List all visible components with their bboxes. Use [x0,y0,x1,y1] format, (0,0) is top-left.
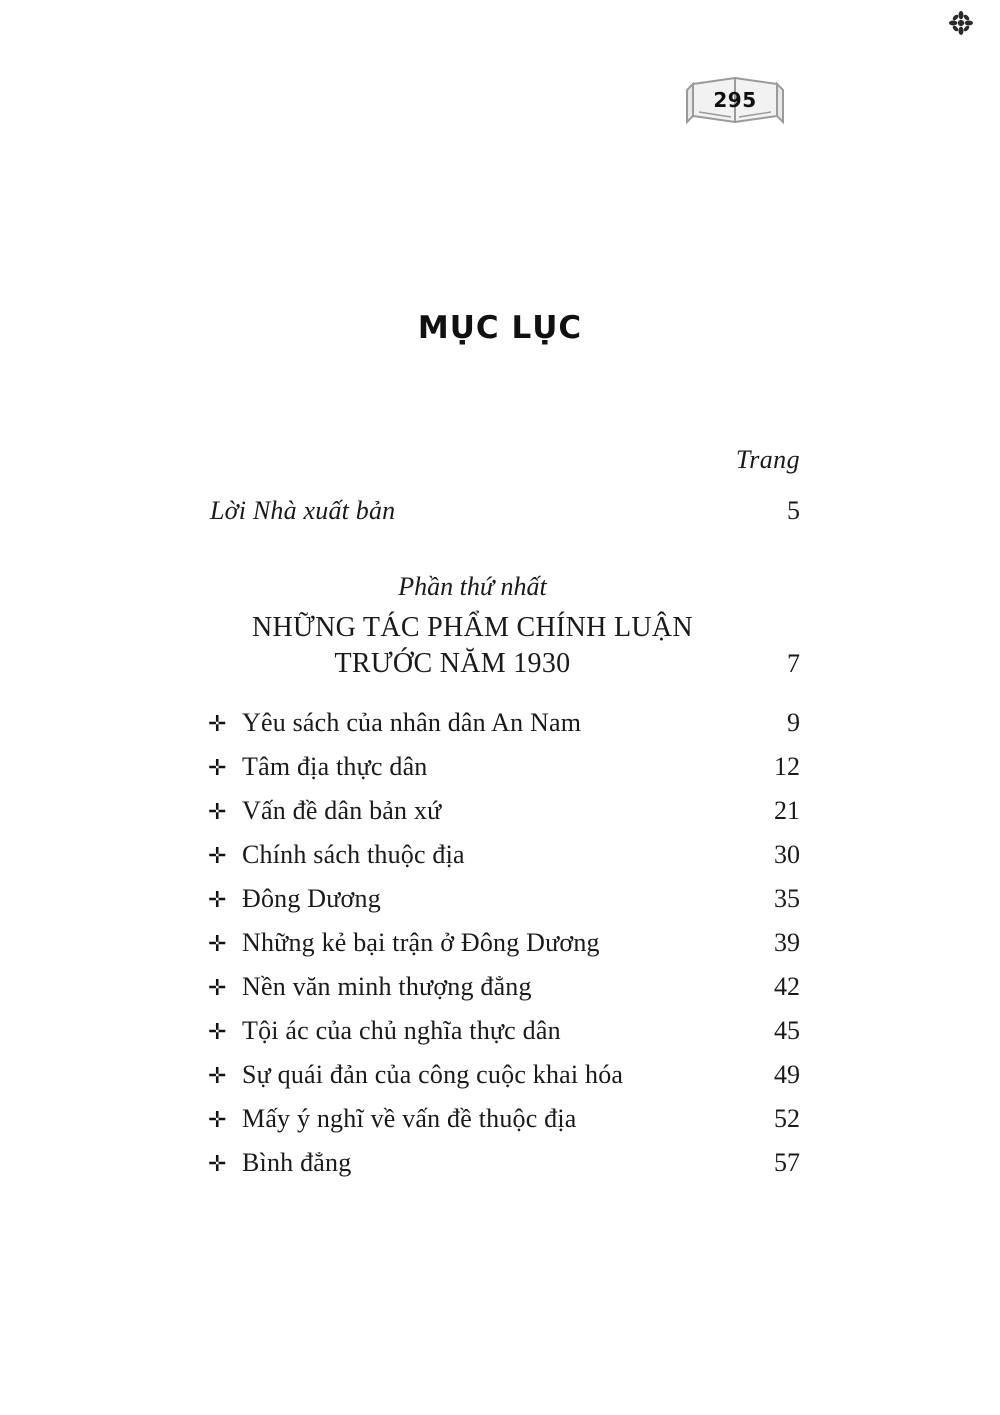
list-item[interactable] [200,1148,800,1178]
list-item-label: Tâm địa thực dân [242,752,428,781]
list-item-label: Nền văn minh thượng đẳng [242,972,532,1001]
page-number-banner [685,76,785,134]
list-item-page: 42 [774,972,800,1001]
list-item[interactable] [200,840,800,870]
list-item-page: 57 [774,1148,800,1177]
list-item[interactable] [200,972,800,1002]
page-number: 295 [713,88,757,112]
list-item-page: 21 [774,796,800,825]
toc-content [200,445,800,1192]
cross-bullet-icon: ✛ [208,756,227,781]
part-subtitle: Phần thứ nhất [398,572,547,601]
cross-bullet-icon: ✛ [208,976,227,1001]
part-page: 7 [787,649,800,678]
toc-entry-label: Lời Nhà xuất bản [210,496,396,525]
list-item-page: 12 [774,752,800,781]
page-title: MỤC LỤC [417,310,583,346]
list-item-label: Yêu sách của nhân dân An Nam [242,708,582,737]
toc-entry-page: 5 [787,496,800,525]
list-item[interactable] [200,1060,800,1090]
cross-bullet-icon: ✛ [208,1108,227,1133]
list-item-page: 49 [774,1060,800,1089]
list-item-label: Đông Dương [242,884,381,913]
toc-part-heading [200,572,800,680]
list-item-page: 35 [774,884,800,913]
toc-item-list [200,708,800,1178]
list-item-label: Những kẻ bại trận ở Đông Dương [242,928,600,957]
cross-bullet-icon: ✛ [208,1020,227,1045]
page-column-header: Trang [735,445,800,474]
list-item[interactable] [200,708,800,738]
list-item[interactable] [200,1104,800,1134]
cross-bullet-icon: ✛ [208,844,227,869]
cross-bullet-icon: ✛ [208,1152,227,1177]
list-item[interactable] [200,884,800,914]
list-item-page: 52 [774,1104,800,1133]
cross-bullet-icon: ✛ [208,800,227,825]
list-item[interactable] [200,928,800,958]
part-title-line-1: NHỮNG TÁC PHẨM CHÍNH LUẬN [252,612,693,643]
list-item[interactable] [200,752,800,782]
list-item-label: Sự quái đản của công cuộc khai hóa [242,1060,624,1089]
cross-bullet-icon: ✛ [208,932,227,957]
cross-bullet-icon: ✛ [208,712,227,737]
flower-ornament-icon [948,10,974,36]
list-item-label: Vấn đề dân bản xứ [242,796,442,825]
list-item-label: Chính sách thuộc địa [242,840,465,869]
part-title-line-2: TRƯỚC NĂM 1930 [334,648,571,679]
toc-entry-front-matter[interactable] [200,491,800,530]
list-item-page: 39 [774,928,800,957]
list-item-page: 45 [774,1016,800,1045]
list-item-label: Bình đẳng [242,1148,352,1177]
list-item-page: 9 [787,708,800,737]
list-item-label: Tội ác của chủ nghĩa thực dân [242,1016,561,1045]
cross-bullet-icon: ✛ [208,1064,227,1089]
list-item-label: Mấy ý nghĩ về vấn đề thuộc địa [242,1104,577,1133]
cross-bullet-icon: ✛ [208,888,227,913]
list-item[interactable] [200,1016,800,1046]
list-item[interactable] [200,796,800,826]
list-item-page: 30 [774,840,800,869]
